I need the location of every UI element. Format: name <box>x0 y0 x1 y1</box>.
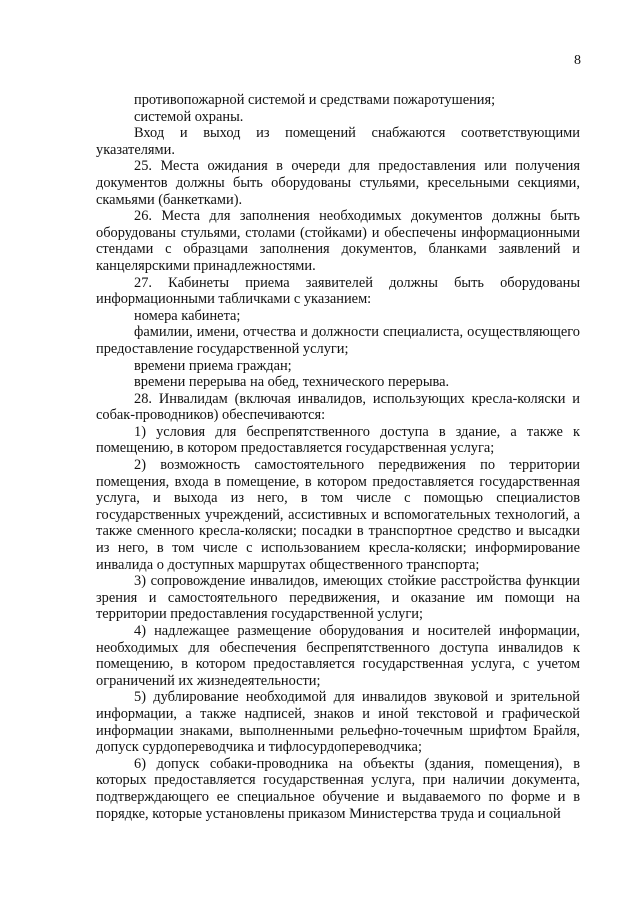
paragraph-reception-time: времени приема граждан; <box>134 357 292 374</box>
paragraph-specialist-name: фамилии, имени, отчества и должности специалиста, осуществляющего предоставление государственной услуги; <box>96 324 580 357</box>
paragraph-item-26: 26. Места для заполнения необходимых документов должны быть оборудованы стульями, столами (стойками) и обеспечены информационными стендами с образцами заполнения документов, бланками заявлений и канцелярскими принадлежностями. <box>96 208 580 274</box>
paragraph-item-25: 25. Места ожидания в очереди для предоставления или получения документов должны быть оборудованы стульями, кресельными секциями, скамьями (банкетками). <box>96 158 580 208</box>
paragraph-subitem-2: 2) возможность самостоятельного передвижения по территории помещения, входа в помещение, в котором предоставляется государственная услуга, и выхода из него, в том числе с помощью специалистов государственных учреждений, ассистивных и вспомогательных технологий, а также сменного кресла-коляски; посадки в транспортное средство и высадки из него, в том числе с использованием кресла-коляски; информирование инвалида о доступных маршрутах общественного транспорта; <box>96 457 580 573</box>
paragraph-item-27: 27. Кабинеты приема заявителей должны быть оборудованы информационными табличками с указанием: <box>96 274 580 308</box>
document-body <box>96 92 580 822</box>
paragraph-subitem-5: 5) дублирование необходимой для инвалидов звуковой и зрительной информации, а также надписей, знаков и иной текстовой и графической информации знаками, выполненными рельефно-точечным шрифтом Брайля, допуск сурдопереводчика и тифлосурдопереводчика; <box>96 689 580 756</box>
paragraph-room-number: номера кабинета; <box>134 307 241 324</box>
paragraph-subitem-6: 6) допуск собаки-проводника на объекты (здания, помещения), в которых предоставляется государственная услуга, при наличии документа, подтверждающего ее специальное обучение и выдаваемого по форме и в порядке, которые установлены приказом Министерства труда и социальной <box>96 755 580 822</box>
paragraph-fire-protection: противопожарной системой и средствами пожаротушения; <box>134 92 496 108</box>
paragraph-item-28: 28. Инвалидам (включая инвалидов, использующих кресла-коляски и собак-проводников) обеспечиваются: <box>96 390 580 424</box>
paragraph-break-time: времени перерыва на обед, технического перерыва. <box>134 374 450 391</box>
paragraph-subitem-3: 3) сопровождение инвалидов, имеющих стойкие расстройства функции зрения и самостоятельного передвижения, и оказание им помощи на территории предоставления государственной услуги; <box>96 573 580 623</box>
page-number: 8 <box>574 53 581 68</box>
paragraph-subitem-4: 4) надлежащее размещение оборудования и носителей информации, необходимых для обеспечения беспрепятственного доступа инвалидов к помещению, в котором предоставляется государственная услуга, с учетом ограничений их жизнедеятельности; <box>96 623 580 689</box>
paragraph-subitem-1: 1) условия для беспрепятственного доступа в здание, а также к помещению, в котором предоставляется государственная услуга; <box>96 423 580 457</box>
paragraph-entrance-exit-signs: Вход и выход из помещений снабжаются соответствующими указателями. <box>96 125 580 158</box>
paragraph-security-system: системой охраны. <box>134 108 244 125</box>
